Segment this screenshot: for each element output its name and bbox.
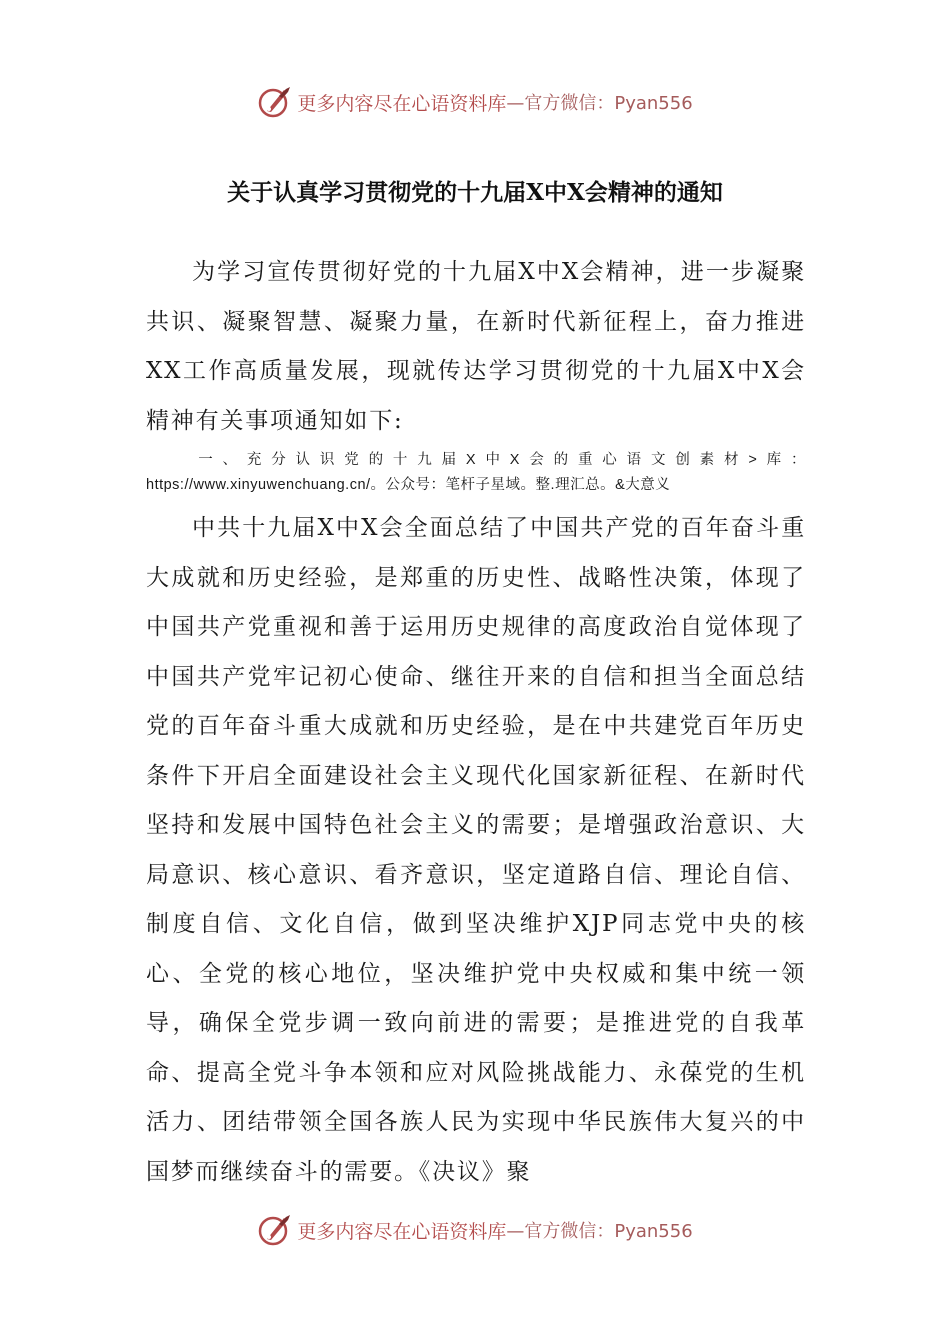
document-title: 关于认真学习贯彻党的十九届X中X会精神的通知	[227, 179, 723, 206]
banner-main-text: 更多内容尽在心语资料库	[297, 1220, 507, 1243]
banner-sub-text: —官方微信：Pyan556	[506, 1221, 693, 1242]
footer-banner	[0, 1210, 950, 1250]
section-heading-note: 一、充分认识党的十九届X中X会的重心语文创素材>库：https://www.xinyuwenchuang.cn/。公众号：笔杆子星域。整.理汇总。&大意义	[146, 452, 806, 493]
header-banner	[0, 82, 950, 122]
quill-logo-icon	[257, 1212, 293, 1248]
body-paragraph: 中共十九届X中X会全面总结了中国共产党的百年奋斗重大成就和历史经验，是郑重的历史性、战略性决策，体现了中国共产党重视和善于运用历史规律的高度政治自觉体现了中国共产党牢记初心使命、继往开来的自信和担当全面总结党的百年奋斗重大成就和历史经验，是在中共建党百年历史条件下开启全面建设社会主义现代化国家新征程、在新时代坚持和发展中国特色社会主义的需要；是增强政治意识、大局意识、核心意识、看齐意识，坚定道路自信、理论自信、制度自信、文化自信，做到坚决维护XJP同志党中央的核心、全党的核心地位，坚决维护党中央权威和集中统一领导，确保全党步调一致向前进的需要；是推进党的自我革命、提高全党斗争本领和应对风险挑战能力、永葆党的生机活力、团结带领全国各族人民为实现中华民族伟大复兴的中国梦而继续奋斗的需要。《决议》聚	[146, 515, 806, 1185]
banner-main-text: 更多内容尽在心语资料库	[297, 92, 507, 115]
intro-paragraph: 为学习宣传贯彻好党的十九届X中X会精神，进一步凝聚共识、凝聚智慧、凝聚力量，在新时代新征程上，奋力推进XX工作高质量发展，现就传达学习贯彻党的十九届X中X会精神有关事项通知如下:	[146, 259, 806, 434]
document-body	[146, 248, 806, 1197]
banner-sub-text: —官方微信：Pyan556	[506, 93, 693, 114]
quill-logo-icon	[257, 84, 293, 120]
